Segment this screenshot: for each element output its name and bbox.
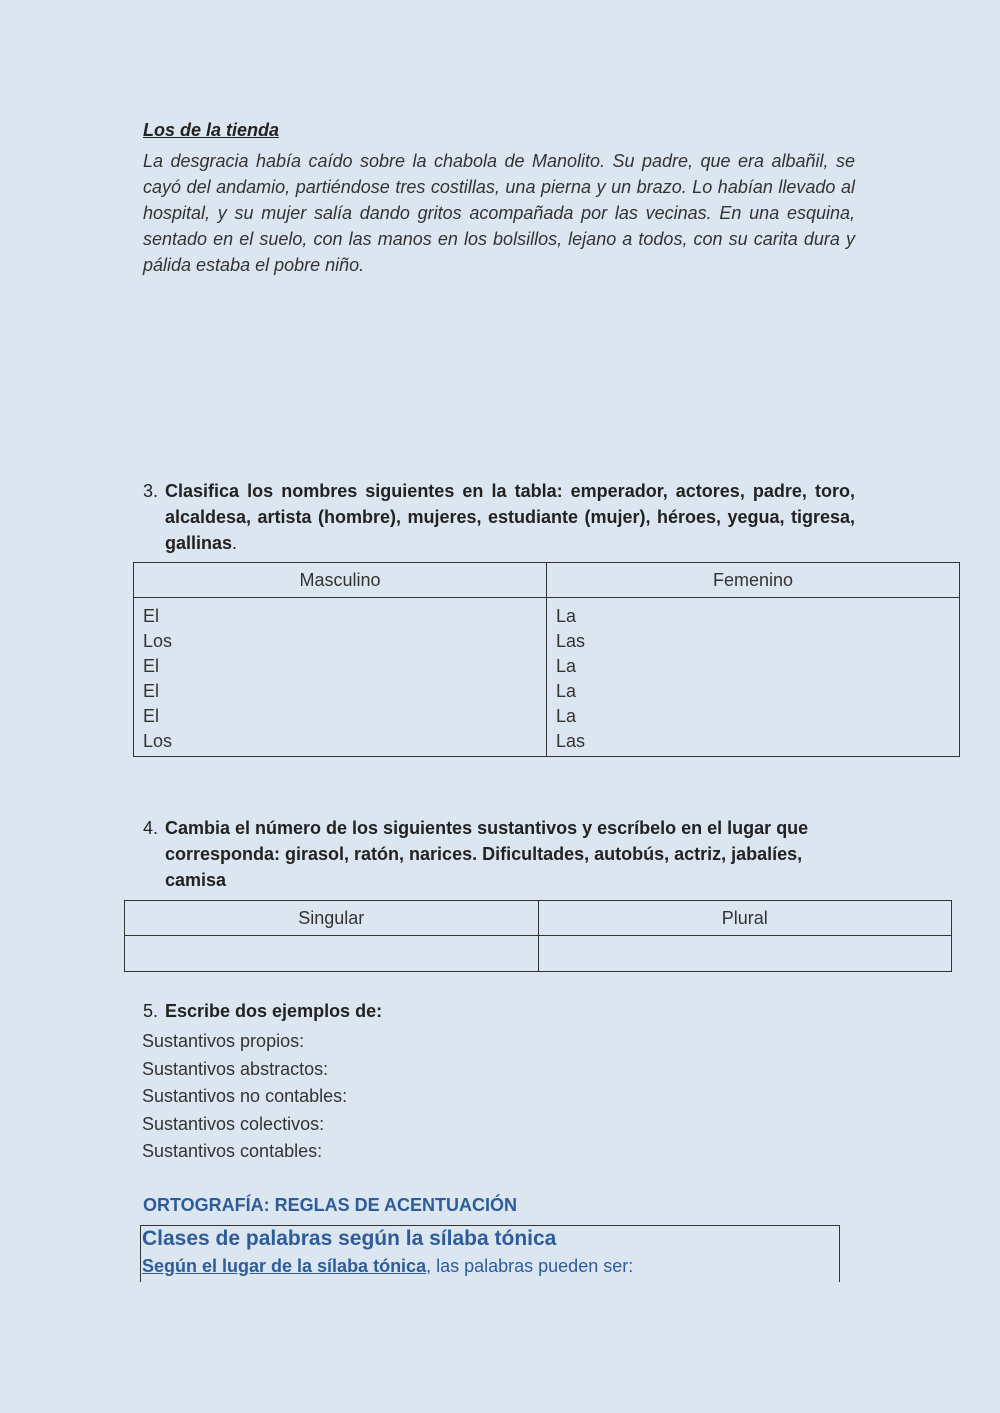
question-5 [143, 998, 855, 1024]
question-5-text: Escribe dos ejemplos de: [165, 1001, 383, 1021]
masculino-article: El [143, 606, 160, 626]
example-item: Sustantivos colectivos: [142, 1113, 325, 1134]
femenino-article: La [556, 681, 577, 701]
femenino-article: La [556, 706, 577, 726]
femenino-article: La [556, 606, 577, 626]
header-femenino: Femenino [547, 563, 960, 598]
box-title: Clases de palabras según la sílaba tónica [142, 1227, 557, 1250]
box-line-rest: , las palabras pueden ser: [426, 1256, 634, 1276]
masculino-cell[interactable] [134, 598, 547, 757]
box-line [142, 1256, 633, 1277]
question-3-number: 3. [143, 481, 159, 501]
question-4 [143, 815, 855, 893]
gender-table [133, 562, 960, 757]
header-masculino: Masculino [134, 563, 547, 598]
header-plural: Plural [538, 901, 952, 936]
question-4-text: Cambia el número de los siguientes sustantivos y escríbelo en el lugar que corresponda: girasol, ratón, narices. Dificultades, autobús, actriz, jabalíes, camisa [165, 818, 809, 890]
number-table [124, 900, 952, 972]
plural-cell[interactable] [538, 936, 952, 972]
story-text: La desgracia había caído sobre la chabola de Manolito. Su padre, que era albañil, se cayó del andamio, partiéndose tres costillas, una pierna y un brazo. Lo habían llevado al hospital, y su mujer salía dando gritos acompañada por las vecinas. En una esquina, sentado en el suelo, con las manos en los bolsillos, lejano a todos, con su carita dura y pálida estaba el pobre niño. [143, 151, 855, 275]
femenino-cell[interactable] [547, 598, 960, 757]
silaba-tonica-link[interactable]: Según el lugar de la sílaba tónica [142, 1256, 427, 1276]
singular-cell[interactable] [125, 936, 539, 972]
masculino-article: Los [143, 631, 173, 651]
example-item: Sustantivos no contables: [142, 1086, 348, 1106]
femenino-article: La [556, 656, 577, 676]
question-3-end: . [232, 533, 238, 553]
question-4-number: 4. [143, 818, 159, 838]
question-3 [143, 478, 855, 556]
header-singular: Singular [125, 901, 539, 936]
question-3-text: Clasifica los nombres siguientes en la tabla: emperador, actores, padre, toro, alcaldesa, artista (hombre), mujeres, estudiante (mujer), héroes, yegua, tigresa, gallinas [165, 481, 855, 553]
example-item: Sustantivos propios: [142, 1031, 305, 1051]
examples-list [142, 1028, 347, 1166]
femenino-article: Las [556, 631, 586, 651]
ortografia-heading: ORTOGRAFÍA: REGLAS DE ACENTUACIÓN [143, 1195, 518, 1215]
example-item: Sustantivos abstractos: [142, 1058, 329, 1079]
masculino-article: El [143, 681, 160, 701]
acentuacion-box [140, 1225, 840, 1282]
masculino-article: El [143, 656, 160, 676]
masculino-article: Los [143, 731, 173, 751]
masculino-article: El [143, 706, 160, 726]
femenino-article: Las [556, 731, 586, 751]
story-title: Los de la tienda [143, 120, 280, 140]
question-5-number: 5. [143, 1001, 159, 1021]
example-item: Sustantivos contables: [142, 1141, 323, 1161]
